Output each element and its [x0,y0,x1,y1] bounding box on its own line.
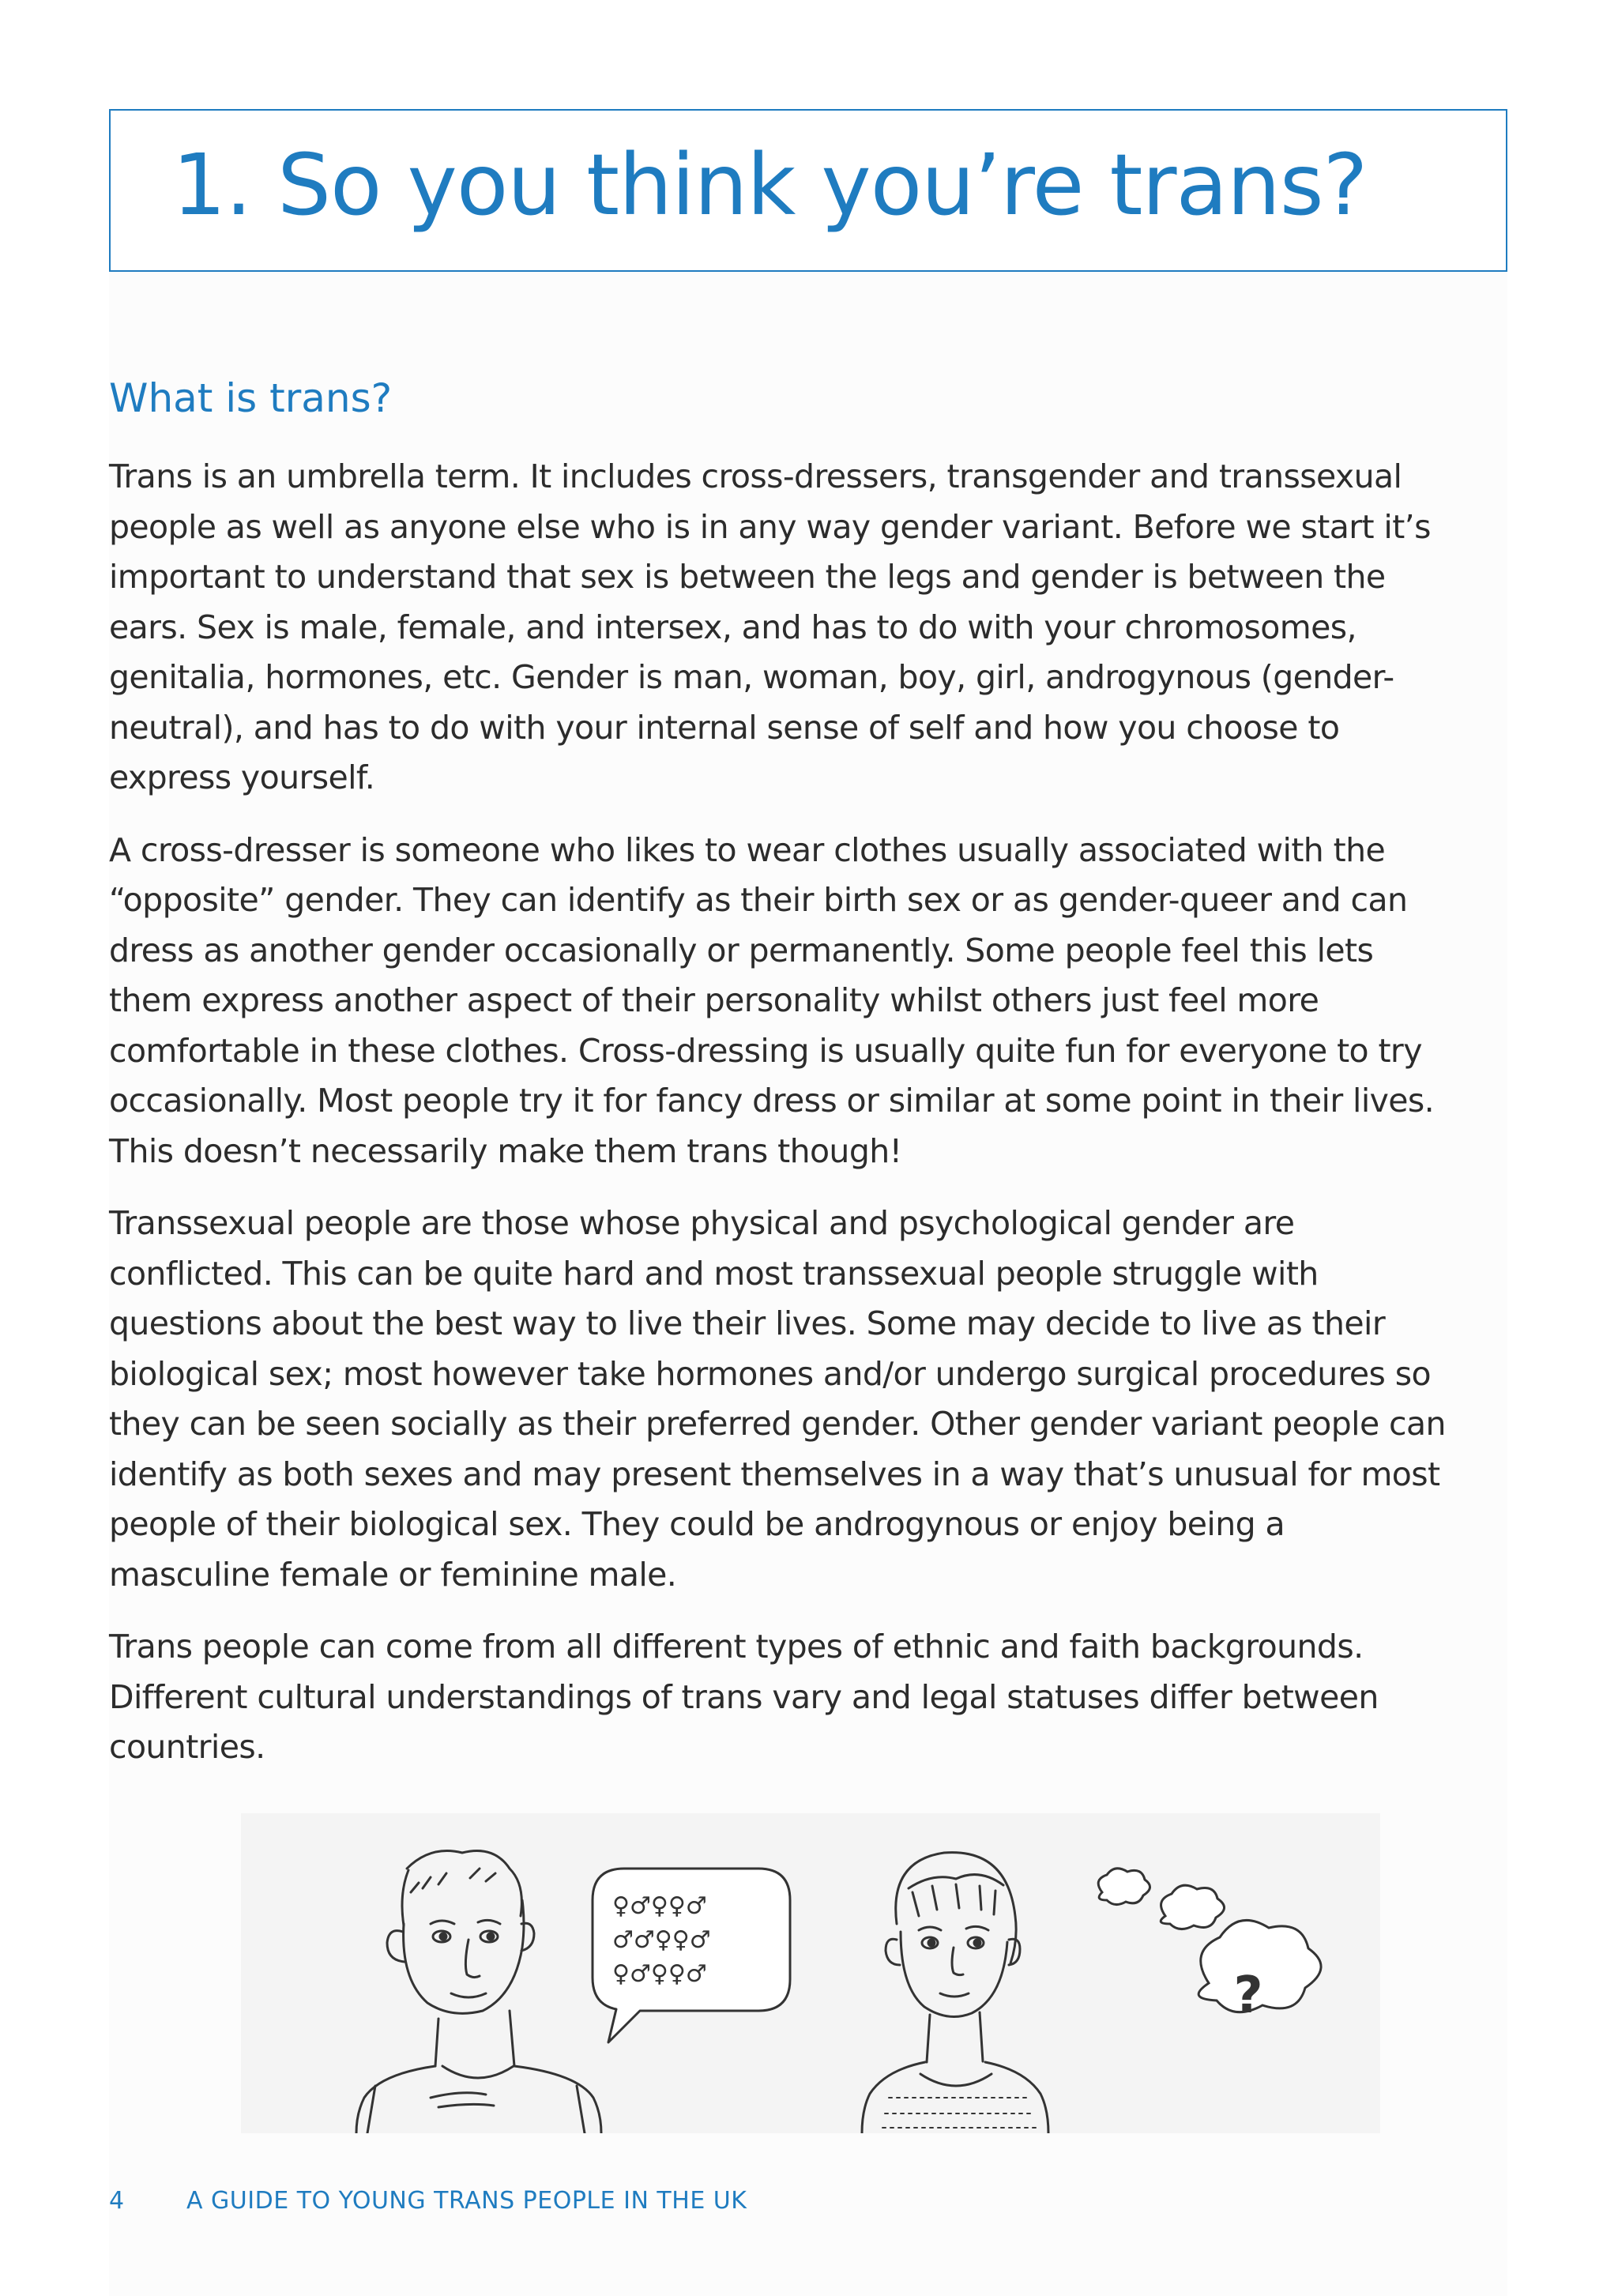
text-line: Trans people can come from all different types of ethnic and faith backgrounds. [109,1628,1364,1666]
text-line: them express another aspect of their personality whilst others just feel more [109,981,1319,1019]
page-number: 4 [109,2187,125,2215]
body-text [109,452,1515,1795]
text-line: people of their biological sex. They could be androgynous or enjoy being a [109,1505,1285,1543]
text-line: “opposite” gender. They can identify as their birth sex or as gender-queer and can [109,881,1408,919]
paragraph-intro [109,452,1515,804]
paragraph-transsexual [109,1199,1515,1600]
text-line: occasionally. Most people try it for fancy dress or similar at some point in their lives. [109,1082,1435,1120]
text-line: Different cultural understandings of trans vary and legal statuses differ between [109,1677,1379,1716]
speech-symbols-row: ♂♂♀♀♂ [612,1926,711,1954]
page-footer [109,2185,747,2217]
text-line: ears. Sex is male, female, and intersex, and has to do with your chromosomes, [109,608,1356,646]
text-line: countries. [109,1728,265,1766]
guide-title: A GUIDE TO YOUNG TRANS PEOPLE IN THE UK [186,2187,747,2215]
chapter-title: 1. So you think you’re trans? [172,137,1368,235]
text-line: people as well as anyone else who is in any way gender variant. Before we start it’s [109,507,1431,546]
text-line: important to understand that sex is between the legs and gender is between the [109,558,1386,596]
question-mark-icon: ? [1233,1967,1263,2025]
text-line: A cross-dresser is someone who likes to wear clothes usually associated with the [109,830,1386,869]
speech-symbols-row: ♀♂♀♀♂ [612,1960,707,1988]
text-line: dress as another gender occasionally or permanently. Some people feel this lets [109,931,1374,969]
text-line: conflicted. This can be quite hard and most transsexual people struggle with [109,1254,1319,1293]
text-line: genitalia, hormones, etc. Gender is man, woman, boy, girl, androgynous (gender- [109,658,1394,696]
illustration [241,1813,1380,2133]
speech-symbols-row: ♀♂♀♀♂ [612,1892,707,1920]
text-line: identify as both sexes and may present themselves in a way that’s unusual for most [109,1455,1440,1493]
text-line: Transsexual people are those whose physical and psychological gender are [109,1204,1295,1242]
text-line: they can be seen socially as their preferred gender. Other gender variant people can [109,1405,1446,1443]
illustration-drawing [241,1813,1380,2133]
text-line: biological sex; most however take hormones and/or undergo surgical procedures so [109,1354,1431,1393]
text-line: Trans is an umbrella term. It includes cross-dressers, transgender and transsexual [109,457,1402,495]
text-line: questions about the best way to live their lives. Some may decide to live as their [109,1304,1386,1342]
chapter-title-box [109,109,1507,272]
text-line: masculine female or feminine male. [109,1555,677,1594]
text-line: express yourself. [109,758,375,796]
text-line: This doesn’t necessarily make them trans though! [109,1131,902,1170]
text-line: comfortable in these clothes. Cross-dressing is usually quite fun for everyone to try [109,1031,1422,1070]
text-line: neutral), and has to do with your internal sense of self and how you choose to [109,708,1340,747]
paragraph-cross-dresser [109,826,1515,1177]
paragraph-backgrounds [109,1622,1515,1773]
section-heading: What is trans? [109,375,393,421]
